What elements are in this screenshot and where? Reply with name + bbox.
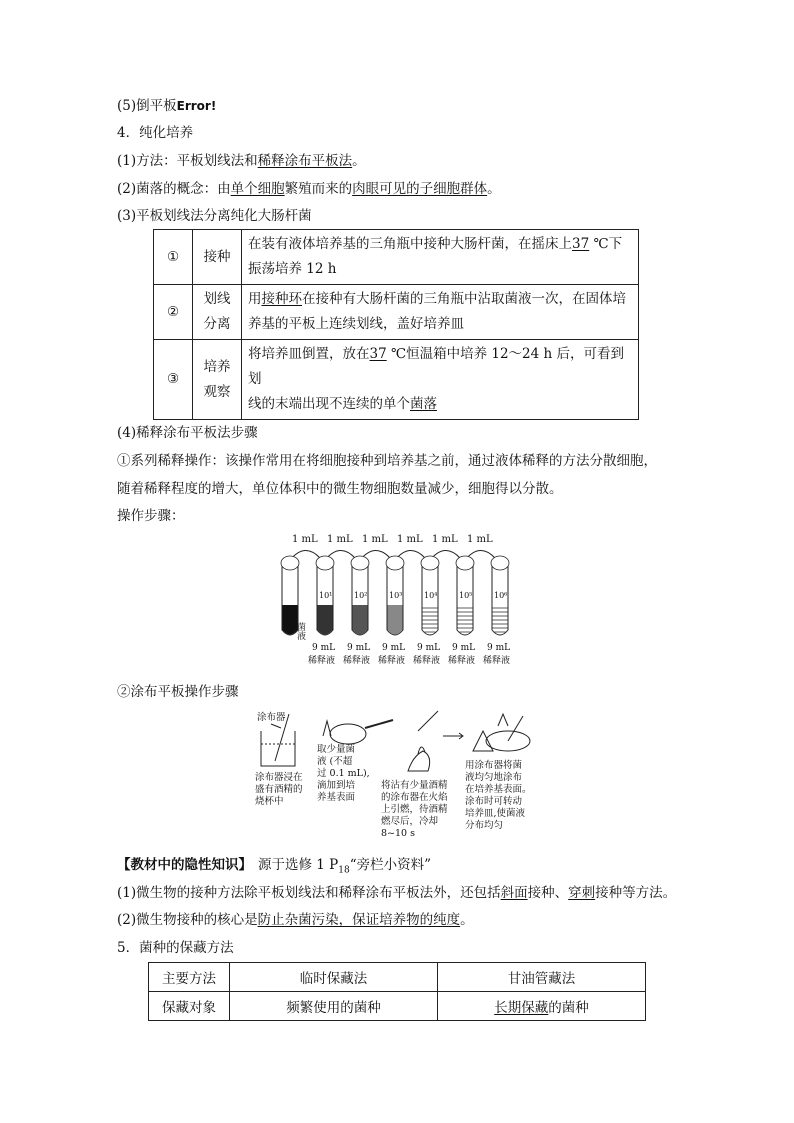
svg-text:稀释液: 稀释液 bbox=[483, 656, 511, 666]
inoculation-methods-line: (1)微生物的接种方法除平板划线法和稀释涂布平板法外，还包括斜面接种、穿刺接种等方法。 bbox=[117, 885, 677, 901]
dilution-desc-2: 随着稀释程度的增大，单位体积中的微生物细胞数量减少，细胞得以分散。 bbox=[117, 481, 563, 497]
hidden-knowledge-line: 【教材中的隐性知识】 源于选修 1 $P_{18}“$旁栏小资料” bbox=[117, 857, 432, 876]
svg-text:滴加到培: 滴加到培 bbox=[317, 780, 356, 791]
svg-text:稀释液: 稀释液 bbox=[343, 656, 371, 666]
svg-text:9 mL: 9 mL bbox=[452, 643, 476, 653]
dilution-desc-1: ①系列稀释操作：该操作常用在将细胞接种到培养基之前，通过液体稀释的方法分散细胞， bbox=[117, 453, 657, 469]
svg-text:过 0.1 mL),: 过 0.1 mL), bbox=[317, 768, 370, 779]
svg-text:稀释液: 稀释液 bbox=[413, 656, 441, 666]
section4-heading: 4．纯化培养 bbox=[117, 125, 194, 141]
error-text: Error! bbox=[176, 99, 217, 113]
table-row: ① 接种 在装有液体培养基的三角瓶中接种大肠杆菌，在摇床上37 ℃下 振荡培养 12 h bbox=[154, 230, 639, 285]
svg-text:燃尽后，冷却: 燃尽后，冷却 bbox=[381, 816, 439, 827]
svg-text:菌液: 菌液 bbox=[295, 622, 305, 640]
table-row: ② 划线 分离 用接种环在接种有大肠杆菌的三角瓶中沾取菌液一次，在固体培 养基的平板上连续划线，盖好培养皿 bbox=[154, 285, 639, 340]
svg-text:稀释液: 稀释液 bbox=[378, 656, 406, 666]
svg-text:10¹: 10¹ bbox=[319, 591, 333, 600]
svg-text:10⁴: 10⁴ bbox=[424, 591, 438, 600]
svg-text:涂布器: 涂布器 bbox=[257, 712, 286, 723]
svg-text:9 mL: 9 mL bbox=[487, 643, 511, 653]
svg-text:10³: 10³ bbox=[389, 591, 403, 600]
inoculation-core-line: (2)微生物接种的核心是防止杂菌污染，保证培养物的纯度。 bbox=[117, 912, 474, 928]
svg-text:用涂布器将菌: 用涂布器将菌 bbox=[465, 760, 523, 771]
svg-text:将沾有少量酒精: 将沾有少量酒精 bbox=[381, 780, 448, 791]
svg-text:涂布器浸在: 涂布器浸在 bbox=[255, 772, 303, 783]
svg-text:1 mL: 1 mL bbox=[362, 534, 388, 545]
svg-text:8~10 s: 8~10 s bbox=[381, 828, 415, 839]
spreading-figure bbox=[253, 706, 553, 846]
step5-pour-plate: (5)倒平板Error! bbox=[117, 98, 217, 114]
svg-text:的涂布器在火焰: 的涂布器在火焰 bbox=[381, 792, 448, 803]
svg-text:9 mL: 9 mL bbox=[347, 643, 371, 653]
svg-text:上引燃，待酒精: 上引燃，待酒精 bbox=[381, 804, 448, 815]
svg-text:9 mL: 9 mL bbox=[417, 643, 441, 653]
svg-text:分布均匀: 分布均匀 bbox=[465, 820, 504, 831]
streak-table bbox=[153, 229, 639, 420]
spread-steps-heading: ②涂布平板操作步骤 bbox=[117, 684, 239, 700]
svg-text:液 (不超: 液 (不超 bbox=[317, 756, 353, 767]
svg-text:10⁵: 10⁵ bbox=[459, 591, 473, 600]
svg-text:培养皿,使菌液: 培养皿,使菌液 bbox=[465, 808, 526, 819]
svg-text:养基表面: 养基表面 bbox=[317, 792, 356, 803]
section5-heading: 5．菌种的保藏方法 bbox=[117, 940, 234, 956]
svg-text:1 mL: 1 mL bbox=[467, 534, 493, 545]
table-row: ③ 培养 观察 将培养皿倒置，放在37 ℃恒温箱中培养 12～24 h 后，可看到划 线的末端出现不连续的单个菌落 bbox=[154, 340, 639, 420]
method-line: (1)方法：平板划线法和稀释涂布平板法。 bbox=[117, 153, 366, 169]
steps-label: 操作步骤： bbox=[117, 508, 185, 524]
svg-text:1 mL: 1 mL bbox=[327, 534, 353, 545]
svg-text:稀释液: 稀释液 bbox=[308, 656, 336, 666]
svg-text:取少量菌: 取少量菌 bbox=[317, 744, 356, 755]
svg-text:盛有酒精的: 盛有酒精的 bbox=[255, 784, 303, 795]
colony-concept-line: (2)菌落的概念：由单个细胞繁殖而来的肉眼可见的子细胞群体。 bbox=[117, 181, 501, 197]
svg-text:在培养基表面。: 在培养基表面。 bbox=[465, 784, 532, 795]
svg-text:9 mL: 9 mL bbox=[382, 643, 406, 653]
svg-text:稀释液: 稀释液 bbox=[448, 656, 476, 666]
spread-heading: (4)稀释涂布平板法步骤 bbox=[117, 425, 258, 441]
svg-text:10²: 10² bbox=[354, 591, 368, 600]
svg-text:烧杯中: 烧杯中 bbox=[255, 796, 284, 807]
svg-text:涂布时可转动: 涂布时可转动 bbox=[465, 796, 523, 807]
svg-text:1 mL: 1 mL bbox=[292, 534, 318, 545]
svg-text:9 mL: 9 mL bbox=[312, 643, 336, 653]
svg-text:1 mL: 1 mL bbox=[432, 534, 458, 545]
svg-text:1 mL: 1 mL bbox=[397, 534, 423, 545]
svg-text:10⁶: 10⁶ bbox=[494, 591, 508, 600]
streak-heading: (3)平板划线法分离纯化大肠杆菌 bbox=[117, 208, 312, 224]
svg-text:液均匀地涂布: 液均匀地涂布 bbox=[465, 772, 523, 783]
preservation-table bbox=[148, 962, 646, 1021]
table-row: 保藏对象 频繁使用的菌种 长期保藏的菌种 bbox=[149, 992, 646, 1021]
dilution-figure bbox=[270, 530, 530, 670]
table-row: 主要方法 临时保藏法 甘油管藏法 bbox=[149, 963, 646, 992]
